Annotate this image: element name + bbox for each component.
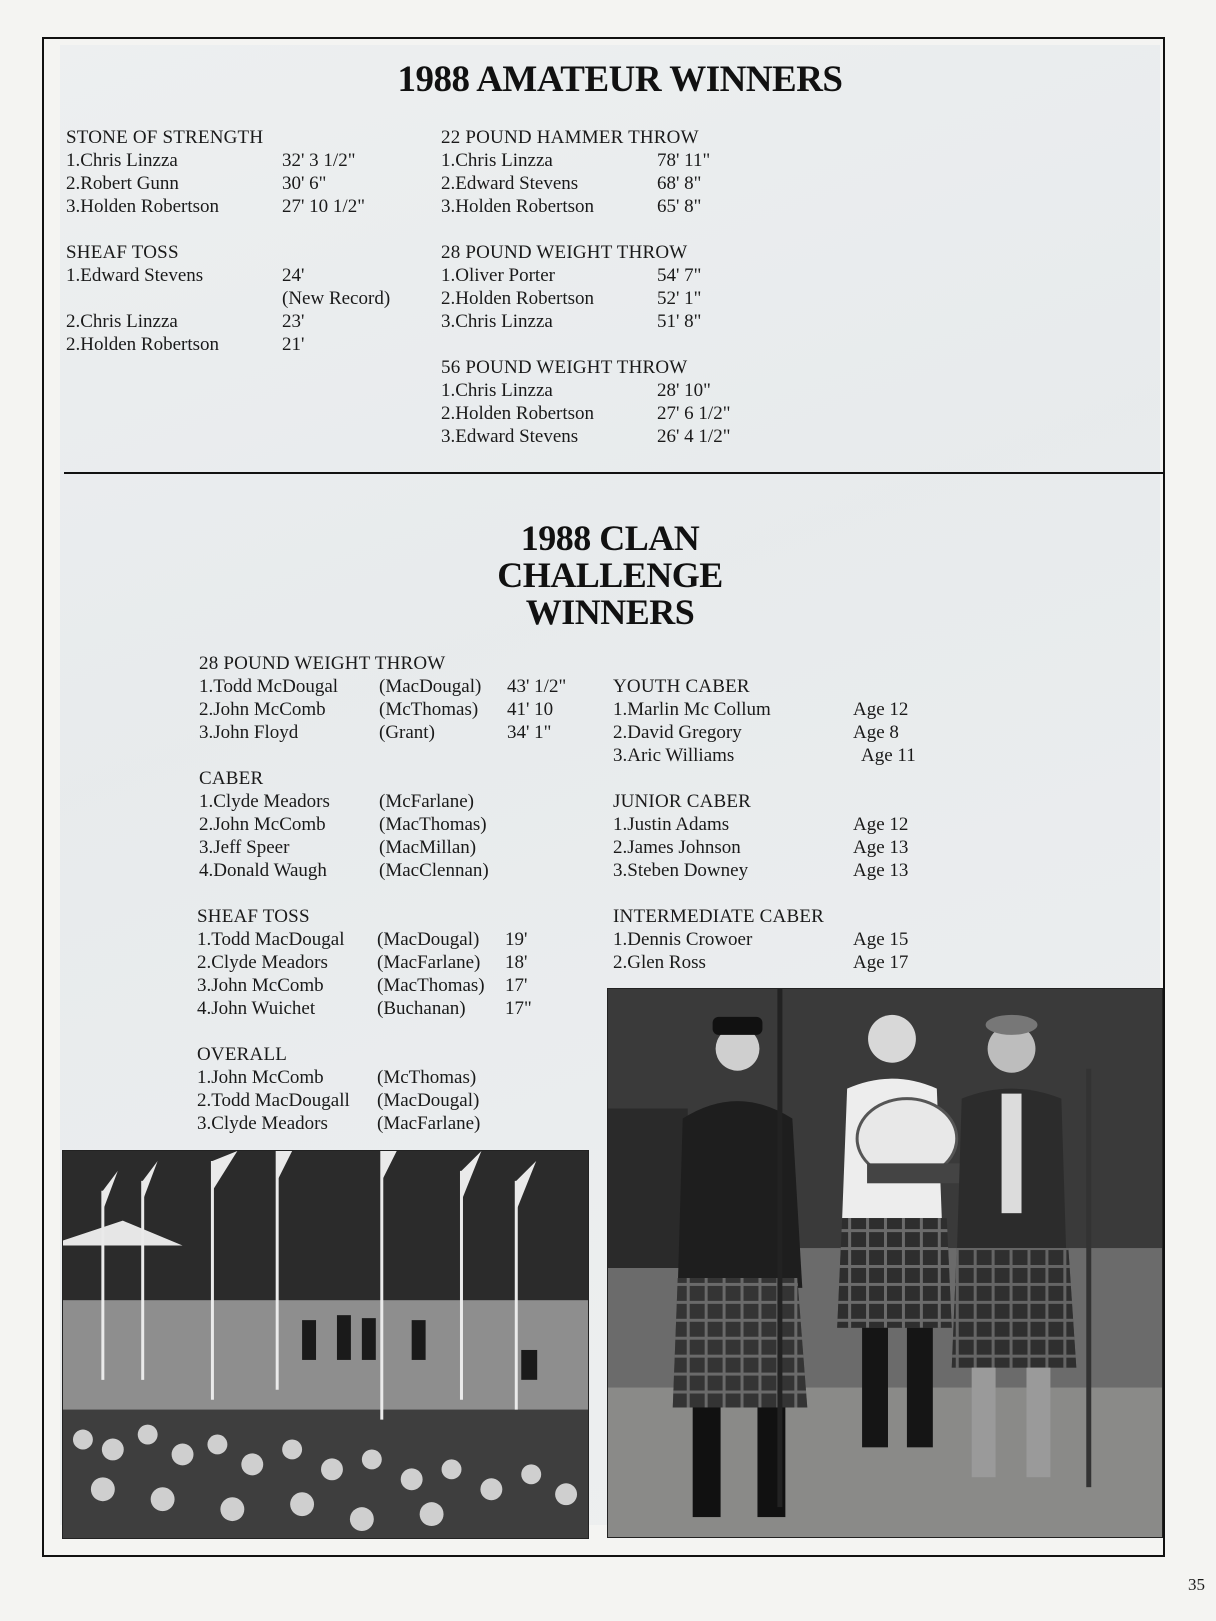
result-row: 1.Dennis Crowoer Age 15 — [613, 929, 909, 950]
result-row: 2.James Johnson Age 13 — [613, 837, 909, 858]
section-heading: SHEAF TOSS — [197, 906, 310, 927]
result-row: 2.Todd MacDougall (MacDougal) — [197, 1090, 480, 1111]
result-row: 2.Glen Ross Age 17 — [613, 952, 909, 973]
result-row: 2.Chris Linzza 23' — [66, 311, 305, 332]
result-row: 1.Oliver Porter 54' 7" — [441, 265, 702, 286]
section-heading: STONE OF STRENGTH — [66, 127, 264, 148]
result-row: 2.Holden Robertson 27' 6 1/2" — [441, 403, 731, 424]
result-row: 3.Clyde Meadors (MacFarlane) — [197, 1113, 481, 1134]
clan-title: 1988 CLAN CHALLENGE WINNERS — [497, 518, 723, 632]
section-heading: 28 POUND WEIGHT THROW — [441, 242, 688, 263]
junior-caber-section — [613, 790, 908, 882]
result-row: 3.Holden Robertson 27' 10 1/2" — [66, 196, 365, 217]
amateur-28-pound-section — [441, 241, 701, 333]
result-row: 3.Aric Williams Age 11 — [613, 745, 916, 766]
result-row: 2.Edward Stevens 68' 8" — [441, 173, 702, 194]
youth-caber-section — [613, 675, 916, 767]
clan-overall-section — [197, 1043, 480, 1135]
result-row: 3.Jeff Speer (MacMillan) — [199, 837, 477, 858]
result-row: 1.Todd McDougal (MacDougal) 43' 1/2" — [199, 676, 567, 697]
result-row: 2.David Gregory Age 8 — [613, 722, 899, 743]
section-heading: YOUTH CABER — [613, 676, 750, 697]
result-row: 3.Chris Linzza 51' 8" — [441, 311, 702, 332]
result-row: 1.Chris Linzza 28' 10" — [441, 380, 711, 401]
amateur-sheaf-toss-section — [66, 241, 390, 356]
clan-caber-section — [199, 767, 489, 882]
result-row: 2.Holden Robertson 52' 1" — [441, 288, 702, 309]
section-heading: JUNIOR CABER — [613, 791, 752, 812]
result-row: 3.Steben Downey Age 13 — [613, 860, 909, 881]
section-heading: 22 POUND HAMMER THROW — [441, 127, 699, 148]
section-heading: OVERALL — [197, 1044, 288, 1065]
result-row: 3.Edward Stevens 26' 4 1/2" — [441, 426, 731, 447]
result-row: 1.Edward Stevens 24' — [66, 265, 305, 286]
result-row: 3.Holden Robertson 65' 8" — [441, 196, 702, 217]
awards-photo — [607, 988, 1163, 1538]
result-row: 1.John McComb (McThomas) — [197, 1067, 477, 1088]
clan-28-pound-section — [199, 652, 566, 744]
amateur-56-pound-section — [441, 356, 730, 448]
result-row: 2.Holden Robertson 21' — [66, 334, 305, 355]
section-heading: 28 POUND WEIGHT THROW — [199, 653, 446, 674]
section-divider — [64, 472, 1163, 474]
result-row: 1.Marlin Mc Collum Age 12 — [613, 699, 909, 720]
result-row: 1.Chris Linzza 78' 11" — [441, 150, 711, 171]
result-row: 2.Robert Gunn 30' 6" — [66, 173, 327, 194]
section-heading: SHEAF TOSS — [66, 242, 179, 263]
clan-sheaf-toss-section — [197, 905, 532, 1020]
result-row: 3.John Floyd (Grant) 34' 1" — [199, 722, 552, 743]
result-row: (New Record) — [282, 288, 391, 309]
intermediate-caber-section — [613, 905, 908, 974]
stone-of-strength-section — [66, 126, 365, 218]
section-heading: INTERMEDIATE CABER — [613, 906, 825, 927]
section-heading: CABER — [199, 768, 264, 789]
amateur-title: 1988 AMATEUR WINNERS — [397, 59, 843, 100]
result-row: 2.John McComb (MacThomas) — [199, 814, 487, 835]
result-row: 1.Todd MacDougal (MacDougal) 19' — [197, 929, 528, 950]
result-row: 3.John McComb (MacThomas) 17' — [197, 975, 528, 996]
hammer-throw-section — [441, 126, 710, 218]
games-field-photo — [62, 1150, 589, 1539]
result-row: 1.Chris Linzza 32' 3 1/2" — [66, 150, 356, 171]
result-row: 2.John McComb (McThomas) 41' 10 — [199, 699, 554, 720]
section-heading: 56 POUND WEIGHT THROW — [441, 357, 688, 378]
page-number: 35 — [1188, 1575, 1205, 1594]
result-row: 4.Donald Waugh (MacClennan) — [199, 860, 489, 881]
result-row: 2.Clyde Meadors (MacFarlane) 18' — [197, 952, 528, 973]
result-row: 1.Justin Adams Age 12 — [613, 814, 909, 835]
result-row: 4.John Wuichet (Buchanan) 17" — [197, 998, 532, 1019]
result-row: 1.Clyde Meadors (McFarlane) — [199, 791, 474, 812]
